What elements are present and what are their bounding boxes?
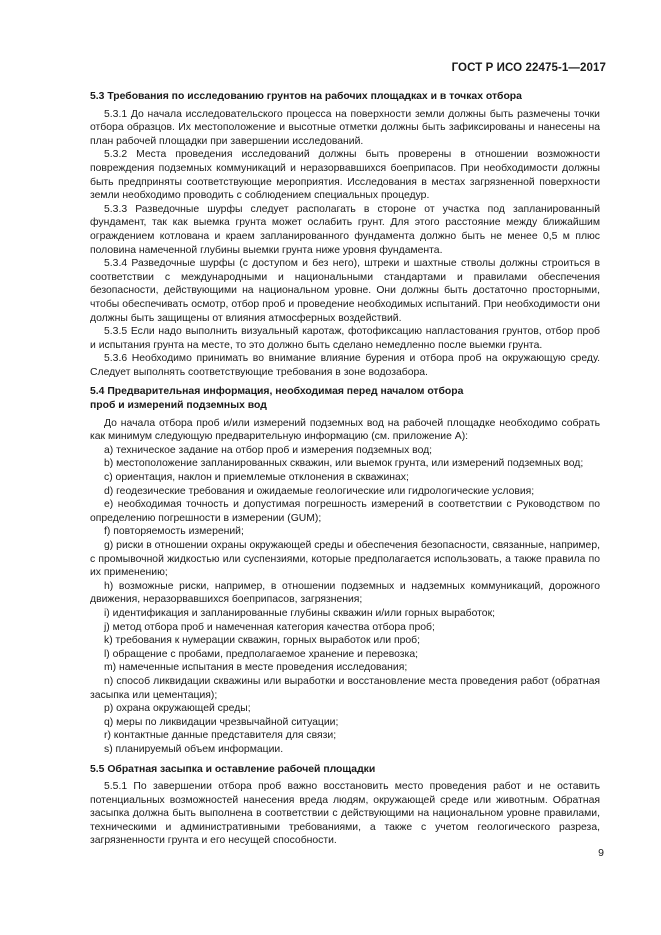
list-item: a) техническое задание на отбор проб и измерения подземных вод; bbox=[104, 444, 433, 456]
list-item: j) метод отбора проб и намеченная категория качества отбора проб; bbox=[104, 621, 435, 633]
page-number: 9 bbox=[598, 847, 604, 859]
list-item: m) намеченные испытания в месте проведения исследования; bbox=[104, 662, 408, 674]
list-item: q) меры по ликвидации чрезвычайной ситуации; bbox=[104, 716, 339, 728]
document-body bbox=[90, 90, 600, 848]
paragraph: 5.3.3 Разведочные шурфы следует располагать в стороне от участка под запланированный фундамент, так как выемка грунта может ослабить грунт. Для этого расстояние между ближайшим ограждением котлована и краем запланированного фундамента должно быть не менее 0,5 м плюс половина намеченной глубины выемки грунта ниже уровня фундамента. bbox=[90, 203, 600, 256]
list-item: h) возможные риски, например, в отношении подземных и надземных коммуникаций, дорожного движения, неразорвавшихся боеприпасов, загрязнения; bbox=[90, 580, 600, 606]
paragraph: 5.3.5 Если надо выполнить визуальный каротаж, фотофиксацию напластования грунтов, отбор проб и испытания грунта на месте, то это должно быть сделано немедленно после выемки грунта. bbox=[90, 326, 600, 351]
paragraph: 5.3.2 Места проведения исследований должны быть проверены в отношении возможности повреждения подземных коммуникаций и неразорвавшихся боеприпасов. При необходимости должны быть предприняты соответствующие мероприятия. Исследования в местах загрязненной поверхности земли необходимо проводить с соблюдением специальных процедур. bbox=[90, 149, 600, 202]
list-item: p) охрана окружающей среды; bbox=[104, 703, 251, 715]
paragraph: 5.5.1 По завершении отбора проб важно восстановить место проведения работ и не оставить потенциальных возможностей нанесения вреда людям, окружающей среде или животным. Обратная засыпка должна быть выполнена в соответствии с действующими на национальном уровне правилами, техническими и административными требованиями, а также с учетом геологического разреза, загрязненности грунта и его несущей способности. bbox=[90, 781, 600, 847]
section-heading: 5.4 Предварительная информация, необходимая перед началом отбора проб и измерений подземных вод bbox=[90, 386, 464, 412]
list-item: f) повторяемость измерений; bbox=[104, 526, 244, 538]
list-item: g) риски в отношении охраны окружающей среды и обеспечения безопасности, связанные, например, с промывочной жидкостью или суспензиями, которые предполагается использовать, а также правила по их применению; bbox=[90, 540, 600, 579]
document-header: ГОСТ Р ИСО 22475-1—2017 bbox=[451, 62, 606, 74]
paragraph: До начала отбора проб и/или измерений подземных вод на рабочей площадке необходимо собрать как минимум следующую предварительную информацию (см. приложение А): bbox=[90, 417, 600, 443]
list-item: b) местоположение запланированных скважин, или выемок грунта, или измерений подземных вод; bbox=[104, 458, 584, 470]
list-item: s) планируемый объем информации. bbox=[104, 743, 284, 755]
list-item: l) обращение с пробами, предполагаемое хранение и перевозка; bbox=[104, 648, 418, 660]
list-item: e) необходимая точность и допустимая погрешность измерений в соответствии с Руководством по определению погрешности в измерении (GUM); bbox=[90, 499, 600, 524]
paragraph: 5.3.6 Необходимо принимать во внимание влияние бурения и отбора проб на окружающую среду. Следует выполнять соответствующие требования в зоне водозабора. bbox=[90, 353, 600, 378]
list-item: k) требования к нумерации скважин, горных выработок или проб; bbox=[104, 635, 420, 647]
paragraph: 5.3.4 Разведочные шурфы (с доступом и без него), штреки и шахтные стволы должны строиться в соответствии с международными и национальными стандартами и правилами обеспечения безопасности, действующими на национальном уровне. Они должны быть достаточно просторными, чтобы обеспечивать осмотр, отбор проб и проведение необходимых испытаний. При необходимости они должны быть защищены от влияния атмосферных воздействий. bbox=[90, 258, 600, 324]
list-item: n) способ ликвидации скважины или выработки и восстановление места проведения работ (обратная засыпка или цементация); bbox=[90, 675, 600, 701]
list-item: c) ориентация, наклон и приемлемые отклонения в скважинах; bbox=[104, 472, 409, 484]
paragraph: 5.3.1 До начала исследовательского процесса на поверхности земли должны быть размечены точки отбора образцов. Их местоположение и высотные отметки должны быть зафиксированы и нанесены на план рабочей площадки при завершении исследований. bbox=[90, 108, 600, 147]
section-heading: 5.5 Обратная засыпка и оставление рабочей площадки bbox=[90, 763, 376, 775]
list-item: r) контактные данные представителя для связи; bbox=[104, 730, 337, 742]
list-item: d) геодезические требования и ожидаемые геологические или гидрологические условия; bbox=[104, 485, 535, 497]
section-heading: 5.3 Требования по исследованию грунтов на рабочих площадках и в точках отбора bbox=[90, 91, 522, 102]
list-item: i) идентификация и запланированные глубины скважин и/или горных выработок; bbox=[104, 607, 496, 619]
